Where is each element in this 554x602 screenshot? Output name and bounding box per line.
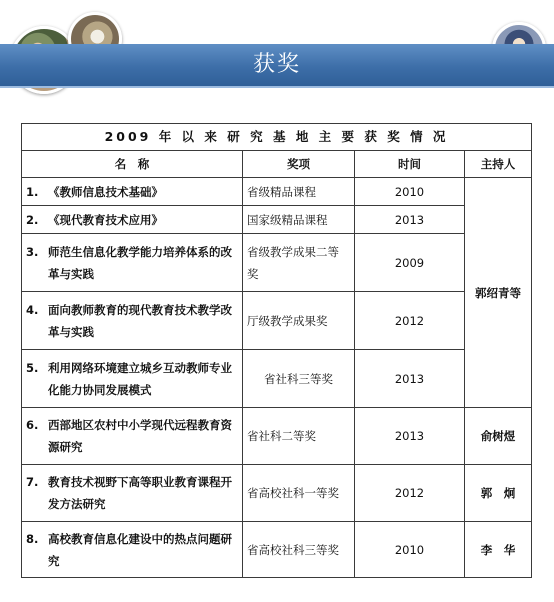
host-cell: 郭 炯 [465,465,532,522]
award-year: 2012 [355,292,465,350]
header-time: 时间 [355,151,465,178]
award-name: 高校教育信息化建设中的热点问题研究 [48,531,232,568]
award-name: 《现代教育技术应用》 [48,212,163,227]
row-number: 5. [26,360,39,375]
award-name: 面向教师教育的现代教育技术教学改革与实践 [48,302,232,339]
award-name: 师范生信息化教学能力培养体系的改革与实践 [48,244,232,281]
award-name: 西部地区农村中小学现代远程教育资源研究 [48,418,232,454]
table-row [22,350,532,408]
award-year: 2010 [355,522,465,578]
header-name: 名 称 [22,151,243,178]
table-row [22,178,532,206]
row-number: 3. [26,244,39,259]
table-row [22,522,532,578]
header-award: 奖项 [243,151,355,178]
award-year: 2013 [355,408,465,465]
award-name: 《教师信息技术基础》 [48,184,163,199]
row-number: 6. [26,418,39,432]
table-caption: 2009 年 以 来 研 究 基 地 主 要 获 奖 情 况 [22,124,532,151]
awards-table [21,123,532,578]
award-year: 2013 [355,206,465,234]
row-number: 7. [26,475,39,489]
award-name: 利用网络环境建立城乡互动教师专业化能力协同发展模式 [48,360,232,397]
table-row [22,206,532,234]
award-year: 2013 [355,350,465,408]
page-title: 获奖 [252,52,301,77]
award-level: 省社科三等奖 [243,350,355,408]
host-cell: 李 华 [465,522,532,578]
table-caption-row [22,124,532,151]
award-level: 省社科二等奖 [243,408,355,465]
row-number: 4. [26,302,39,317]
host-cell: 郭绍青等 [465,178,532,408]
row-number: 2. [26,212,39,227]
header-host: 主持人 [465,151,532,178]
award-level: 厅级教学成果奖 [243,292,355,350]
award-year: 2010 [355,178,465,206]
award-name: 教育技术视野下高等职业教育课程开发方法研究 [48,475,232,511]
award-level: 国家级精品课程 [243,206,355,234]
table-row [22,292,532,350]
table-row [22,465,532,522]
table-row [22,234,532,292]
host-cell: 俞树煜 [465,408,532,465]
table-header-row [22,151,532,178]
award-year: 2012 [355,465,465,522]
award-year: 2009 [355,234,465,292]
award-level: 省高校社科一等奖 [243,465,355,522]
award-level: 省级精品课程 [243,178,355,206]
award-level: 省高校社科三等奖 [243,522,355,578]
award-level: 省级教学成果二等奖 [243,234,355,292]
table-row [22,408,532,465]
row-number: 8. [26,531,39,546]
banner-divider [0,86,554,88]
row-number: 1. [26,184,39,199]
